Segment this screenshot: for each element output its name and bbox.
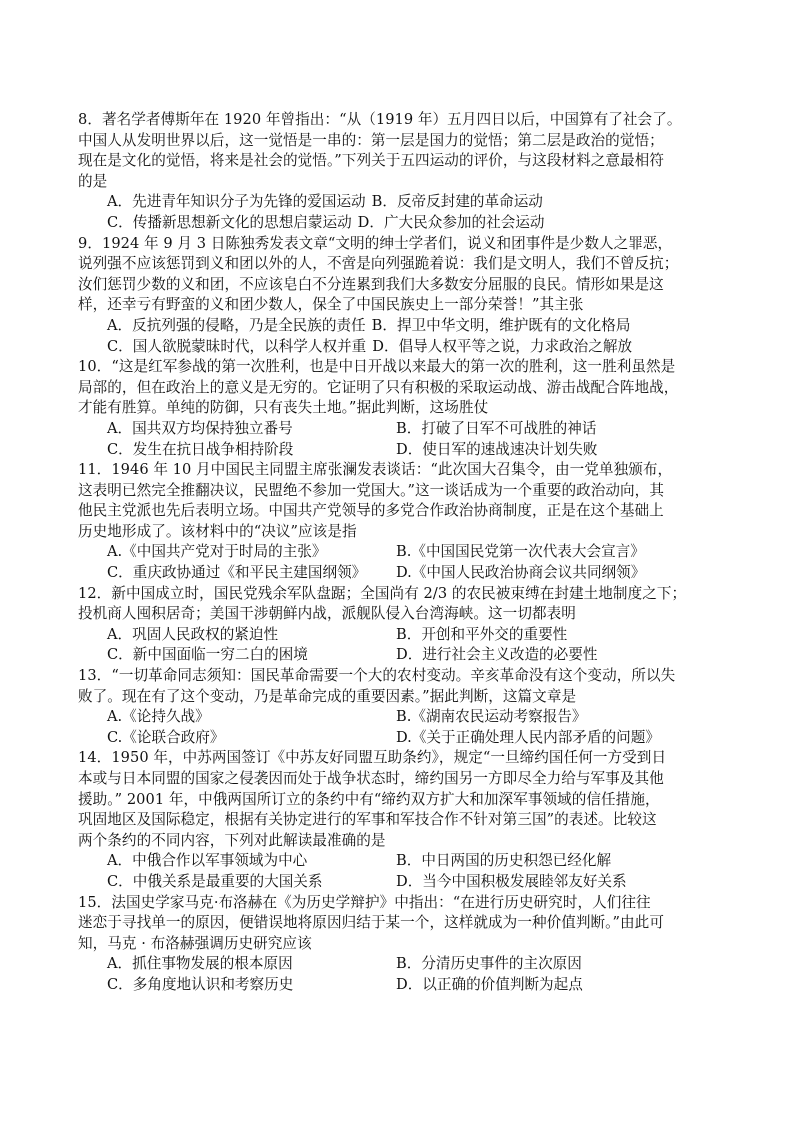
- stem-line: 本或与日本同盟的国家之侵袭因而处于战争状态时，缔约国另一方即尽全力给与军事及其他: [78, 770, 664, 787]
- option-a: A．国共双方均保持独立番号: [107, 419, 293, 437]
- stem-line: 中国人从发明世界以后，这一觉悟是一串的：第一层是国力的觉悟；第二层是政治的觉悟；: [78, 131, 664, 149]
- option-c: C．国人欲脱蒙昧时代，以科学人权并重: [107, 337, 367, 355]
- option-b: B．反帝反封建的革命运动: [371, 193, 543, 211]
- question-13: [78, 666, 730, 748]
- question-11-options: [78, 542, 730, 583]
- option-b: B．捍卫中华文明，维护既有的文化格局: [371, 316, 631, 334]
- stem-line: 11．1946 年 10 月中国民主同盟主席张澜发表谈话：“此次国大召集令，由一党单独颁布，: [78, 461, 673, 479]
- question-9-stem: [78, 234, 730, 316]
- stem-line: 8．著名学者傅斯年在 1920 年曾指出：“从（1919 年）五月四日以后，中国算有了社会了。: [78, 111, 682, 128]
- question-9: [78, 234, 730, 358]
- stem-line: 现在是文化的觉悟，将来是社会的觉悟。”下列关于五四运动的评价，与这段材料之意最相符: [78, 152, 664, 170]
- stem-line: 巩固地区及国际稳定，根据有关协定进行的军事和军技合作不针对第三国”的表述。比较这: [78, 811, 657, 829]
- question-8-stem: [78, 110, 730, 192]
- option-b: B．中日两国的历史积怨已经化解: [396, 852, 612, 870]
- stem-line: 样，还幸亏有野蛮的义和团少数人，保全了中国民族史上一部分荣誉！”其主张: [78, 296, 584, 314]
- option-a: A．巩固人民政权的紧迫性: [107, 625, 279, 643]
- option-b: B.《中国国民党第一次代表大会宣言》: [396, 543, 645, 561]
- question-15-options: [78, 954, 730, 995]
- question-14: [78, 748, 730, 892]
- question-8-options: [78, 192, 730, 233]
- stem-line: 投机商人囤积居奇；美国干涉朝鲜内战，派舰队侵入台湾海峡。这一切都表明: [78, 605, 576, 623]
- stem-line: 知，马克 · 布洛赫强调历史研究应该: [78, 934, 312, 952]
- option-a: A．中俄合作以军事领域为中心: [107, 852, 308, 870]
- stem-line: 15．法国史学家马克·布洛赫在《为历史学辩护》中指出：“在进行历史研究时，人们往往: [78, 893, 651, 911]
- stem-line: 援助。” 2001 年，中俄两国所订立的条约中有“缔约双方扩大和加深军事领域的信任措施，: [78, 790, 660, 808]
- question-15: [78, 893, 730, 996]
- question-11-stem: [78, 460, 730, 542]
- stem-line: 说列强不应该惩罚到义和团以外的人，不啻是向列强跪着说：我们是文明人，我们不曾反抗；: [78, 255, 679, 273]
- option-d: D．广大民众参加的社会运动: [357, 213, 545, 231]
- option-d: D．当今中国积极发展睦邻友好关系: [396, 872, 627, 890]
- option-d: D．倡导人权平等之说，力求政治之解放: [372, 337, 633, 355]
- question-11: [78, 460, 730, 584]
- stem-line: 汝们惩罚少数的义和团，不应该皂白不分连累到我们大多数安分屈服的良民。情形如果是这: [78, 275, 664, 293]
- option-c: C．传播新思想新文化的思想启蒙运动: [107, 213, 352, 231]
- question-13-options: [78, 707, 730, 748]
- option-d: D．使日军的速战速决计划失败: [396, 440, 598, 458]
- option-d: D．以正确的价值判断为起点: [396, 975, 583, 993]
- stem-line: 两个条约的不同内容，下列对此解读最准确的是: [78, 831, 386, 849]
- option-a: A.《中国共产党对于时局的主张》: [107, 543, 327, 561]
- stem-line: 的是: [78, 172, 108, 190]
- stem-line: 他民主党派也先后表明立场。中国共产党领导的多党合作政治协商制度，正是在这个基础上: [78, 502, 664, 520]
- option-c: C．发生在抗日战争相持阶段: [107, 440, 294, 458]
- stem-line: 14．1950 年，中苏两国签订《中苏友好同盟互助条约》，规定“一旦缔约国任何一方受到日: [78, 749, 667, 767]
- question-14-stem: [78, 748, 730, 851]
- question-10: [78, 357, 730, 460]
- stem-line: 9．1924 年 9 月 3 日陈独秀发表文章“文明的绅士学者们，说义和团事件是少数人之罪恶，: [78, 234, 673, 252]
- option-c: C．多角度地认识和考察历史: [107, 975, 294, 993]
- option-b: B.《湖南农民运动考察报告》: [396, 708, 587, 726]
- stem-line: 10．“这是红军参战的第一次胜利，也是中日开战以来最大的第一次的胜利，这一胜利虽然是: [78, 358, 676, 376]
- question-9-options: [78, 316, 730, 357]
- option-b: B．分清历史事件的主次原因: [396, 955, 582, 973]
- option-d: D．进行社会主义改造的必要性: [396, 646, 598, 664]
- option-b: B．开创和平外交的重要性: [396, 625, 568, 643]
- stem-line: 12．新中国成立时，国民党残余军队盘踞；全国尚有 2/3 的农民被束缚在封建土地制度之下；: [78, 584, 687, 602]
- option-a: A.《论持久战》: [107, 708, 210, 726]
- question-10-options: [78, 419, 730, 460]
- stem-line: 局部的，但在政治上的意义是无穷的。它证明了只有积极的采取运动战、游击战配合阵地战，: [78, 378, 679, 396]
- stem-line: 才能有胜算。单纯的防御，只有丧失土地。”据此判断，这场胜仗: [78, 399, 489, 417]
- question-13-stem: [78, 666, 730, 707]
- stem-line: 历史地形成了。该材料中的“决议”应该是指: [78, 522, 357, 540]
- question-12-stem: [78, 584, 730, 625]
- option-a: A．抓住事物发展的根本原因: [107, 955, 293, 973]
- question-8: [78, 110, 730, 234]
- option-b: B．打破了日军不可战胜的神话: [396, 419, 597, 437]
- question-12: [78, 584, 730, 666]
- question-14-options: [78, 851, 730, 892]
- stem-line: 迷恋于寻找单一的原因，便错误地将原因归结于某一个，这样就成为一种价值判断。”由此可: [78, 914, 664, 932]
- option-a: A．反抗列强的侵略，乃是全民族的责任: [107, 316, 366, 334]
- option-c: C．重庆政协通过《和平民主建国纲领》: [107, 564, 367, 582]
- question-10-stem: [78, 357, 730, 419]
- question-12-options: [78, 625, 730, 666]
- stem-line: 这表明已然完全推翻决议，民盟绝不参加一党国大。”这一谈话成为一个重要的政治动向，其: [78, 481, 664, 499]
- exam-page: [78, 110, 730, 996]
- stem-line: 败了。现在有了这个变动，乃是革命完成的重要因素。”据此判断，这篇文章是: [78, 687, 577, 705]
- option-a: A．先进青年知识分子为先锋的爱国运动: [107, 193, 366, 211]
- option-d: D.《中国人民政治协商会议共同纲领》: [396, 564, 646, 582]
- stem-line: 13．“一切革命同志须知：国民革命需要一个大的农村变动。辛亥革命没有这个变动，所以失: [78, 667, 676, 685]
- question-15-stem: [78, 893, 730, 955]
- option-c: C．新中国面临一穷二白的困境: [107, 646, 308, 664]
- option-c: C．中俄关系是最重要的大国关系: [107, 872, 323, 890]
- option-c: C.《论联合政府》: [107, 728, 225, 746]
- option-d: D.《关于正确处理人民内部矛盾的问题》: [396, 728, 660, 746]
